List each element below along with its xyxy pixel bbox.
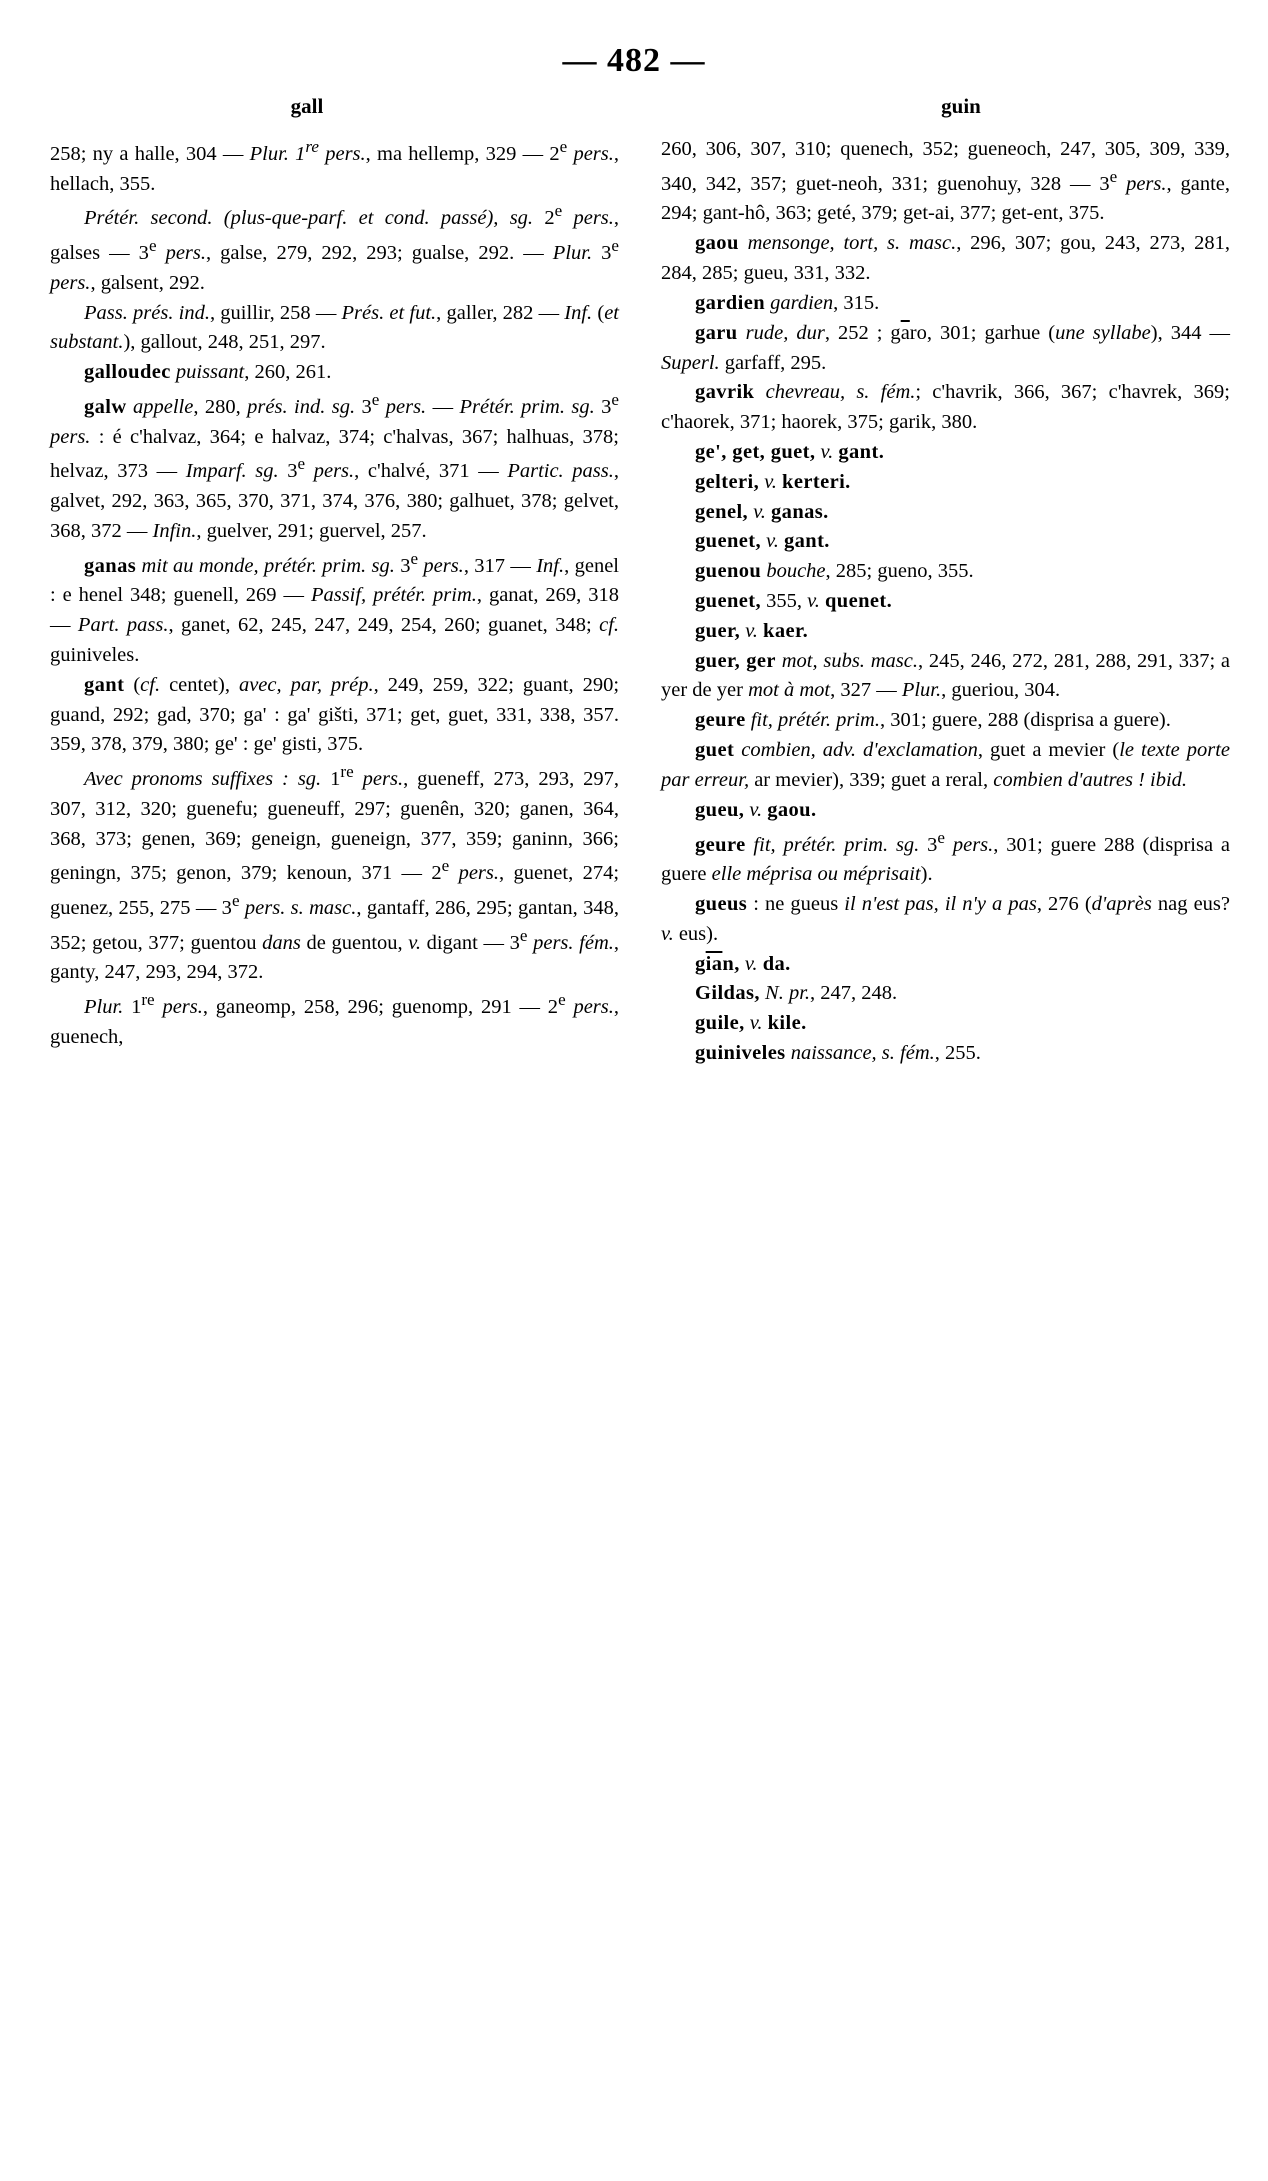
entry-paragraph: Plur. 1re pers., ganeomp, 258, 296; guenomp, 291 — 2e pers., guenech, — [50, 990, 620, 1048]
entry-paragraph: gueus : ne gueus il n'est pas, il n'y a pas, 276 (d'après nag eus? v. eus). — [661, 892, 1231, 945]
entry-paragraph: gardien gardien, 315. — [695, 291, 880, 314]
entry-paragraph: guer, ger mot, subs. masc., 245, 246, 272, 281, 288, 291, 337; a yer de yer mot à mot, 327 — Plur., gueriou, 304. — [661, 649, 1231, 702]
entry-paragraph: guile, v. kile. — [695, 1012, 807, 1035]
column-right — [661, 135, 1230, 1069]
dictionary-page — [0, 42, 1268, 2181]
entry-paragraph: Avec pronoms suffixes : sg. 1re pers., gueneff, 273, 293, 297, 307, 312, 320; guenefu; gueneuff, 297; guenên, 320; ganen, 364, 368, 373; genen, 369; geneign, gueneign, 377, 359; ganinn, 366; geningn, 375; genon, 379; kenoun, 371 — 2e pers., guenet, 274; guenez, 255, 275 — 3e pers. s. masc., gantaff, 286, 295; gantan, 348, 352; getou, 377; guentou dans de guentou, v. digant — 3e pers. fém., ganty, 247, 293, 294, 372. — [50, 762, 620, 984]
entry-paragraph: gelteri, v. kerteri. — [695, 470, 851, 493]
entry-paragraph: geure fit, prétér. prim. sg. 3e pers., 301; guere 288 (disprisa a guere elle méprisa ou méprisait). — [661, 827, 1231, 886]
entry-paragraph: 260, 306, 307, 310; quenech, 352; gueneoch, 247, 305, 309, 339, 340, 342, 357; guet-neoh, 331; guenohuy, 328 — 3e pers., gante, 294; gant-hô, 363; geté, 379; get-ai, 377; get-ent, 375. — [661, 138, 1230, 225]
entry-paragraph: gueu, v. gaou. — [695, 798, 817, 821]
text-columns — [0, 135, 1268, 1069]
entry-paragraph: garu rude, dur, 252 ; $g\overline{a}ro$, 301; garhue (une syllabe), 344 — Superl. garfaff, 295. — [661, 321, 1231, 374]
entry-paragraph: guenet, v. gant. — [695, 530, 830, 553]
column-left — [50, 135, 619, 1069]
entry-paragraph: guer, v. kaer. — [695, 619, 809, 642]
entry-paragraph: guenou bouche, 285; gueno, 355. — [695, 560, 974, 583]
running-heads — [0, 94, 1268, 119]
entry-paragraph: geure fit, prétér. prim., 301; guere, 288 (disprisa a guere). — [695, 709, 1171, 732]
entry-paragraph: ganas mit au monde, prétér. prim. sg. 3e pers., 317 — Inf., genel : e henel 348; guenell, 269 — Passif, prétér. prim., ganat, 269, 318 — Part. pass., ganet, 62, 245, 247, 249, 254, 260; guanet, 348; cf. guiniveles. — [50, 548, 620, 666]
entry-paragraph: galw appelle, 280, prés. ind. sg. 3e pers. — Prétér. prim. sg. 3e pers. : é c'halvaz, 364; e halvaz, 374; c'halvas, 367; halhuas, 378; helvaz, 373 — Imparf. sg. 3e pers., c'halvé, 371 — Partic. pass., galvet, 292, 363, 365, 370, 371, 374, 376, 380; galhuet, 378; gelvet, 368, 372 — Infin., guelver, 291; guervel, 257. — [50, 389, 619, 542]
running-head-right: guin — [941, 94, 981, 118]
entry-paragraph: Gildas, N. pr., 247, 248. — [695, 982, 898, 1005]
entry-paragraph: $g\overline{ia}n$, v. da. — [695, 952, 791, 975]
entry-paragraph: gant (cf. centet), avec, par, prép., 249, 259, 322; guant, 290; guand, 292; gad, 370; ga' : ga' gišti, 371; get, guet, 331, 338, 357. 359, 378, 379, 380; ge' : ge' gisti, 375. — [50, 673, 620, 756]
page-number: — 482 — — [562, 42, 706, 79]
entry-paragraph: guiniveles naissance, s. fém., 255. — [695, 1042, 981, 1065]
entry-paragraph: galloudec puissant, 260, 261. — [84, 361, 332, 384]
running-head-left: gall — [290, 94, 324, 118]
entry-paragraph: Prétér. second. (plus-que-parf. et cond. passé), sg. 2e pers., galses — 3e pers., galse, 279, 292, 293; gualse, 292. — Plur. 3e pers., galsent, 292. — [50, 201, 620, 294]
entry-paragraph: gaou mensonge, tort, s. masc., 296, 307; gou, 243, 273, 281, 284, 285; gueu, 331, 332. — [661, 232, 1231, 285]
entry-paragraph: 258; ny a halle, 304 — Plur. 1re pers., ma hellemp, 329 — 2e pers., hellach, 355. — [50, 137, 619, 195]
entry-paragraph: guenet, 355, v. quenet. — [695, 590, 893, 613]
entry-paragraph: genel, v. ganas. — [695, 500, 829, 523]
entry-paragraph: guet combien, adv. d'exclamation, guet a mevier (le texte porte par erreur, ar mevier), 339; guet a reral, combien d'autres ! ibid. — [661, 739, 1230, 791]
entry-paragraph: gavrik chevreau, s. fém.; c'havrik, 366, 367; c'havrek, 369; c'haorek, 371; haorek, 375; garik, 380. — [661, 381, 1230, 434]
entry-paragraph: ge', get, guet, v. gant. — [695, 440, 885, 463]
entry-paragraph: Pass. prés. ind., guillir, 258 — Prés. et fut., galler, 282 — Inf. (et substant.), gallout, 248, 251, 297. — [50, 301, 619, 354]
